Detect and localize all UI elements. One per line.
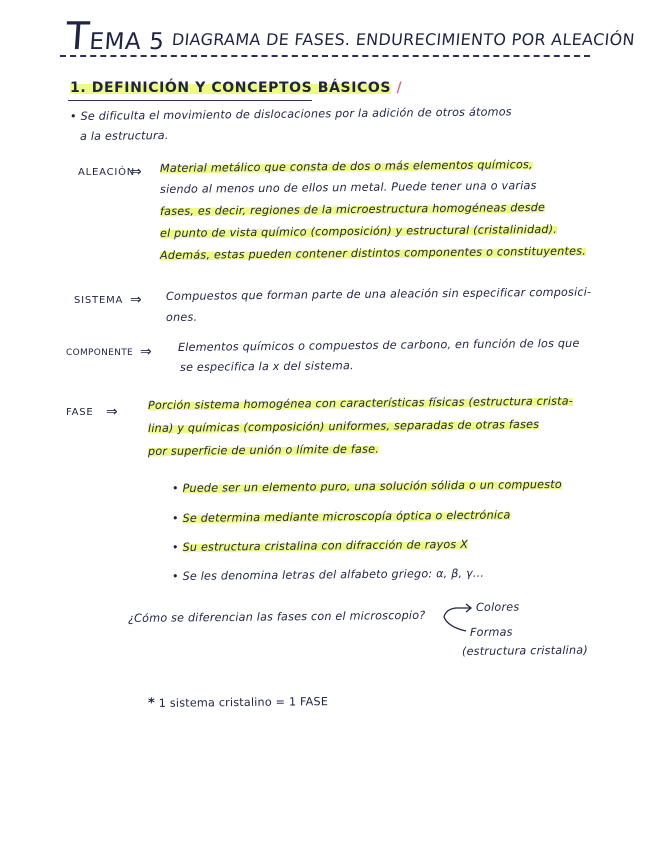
section-slash: / xyxy=(396,80,403,96)
question-text: ¿Cómo se diferencian las fases con el microscopio? xyxy=(127,608,426,625)
title-subtitle: DIAGRAMA DE FASES. ENDURECIMIENTO POR ALEACIÓN xyxy=(171,30,636,49)
aleacion-line-3: fases, es decir, regiones de la microestructura homogéneas desde xyxy=(159,200,546,218)
bullet-marker: • xyxy=(171,481,179,495)
star-icon: * xyxy=(147,695,156,711)
section-underline xyxy=(68,100,312,101)
footnote xyxy=(148,694,328,711)
term-fase: FASE xyxy=(66,407,94,418)
answer-formas: Formas xyxy=(469,625,513,639)
fase-bullet-1: • Puede ser un elemento puro, una solución sólida o un compuesto xyxy=(171,477,562,495)
bullet-marker: • xyxy=(171,540,179,554)
arrow-componente: ⇒ xyxy=(140,344,152,360)
title-initial: T xyxy=(64,14,92,58)
fase-line-2: lina) y químicas (composición) uniformes, separadas de otras fases xyxy=(147,417,540,435)
componente-line-2: se especifica la x del sistema. xyxy=(179,359,354,374)
arrow-aleacion: ⇒ xyxy=(130,164,142,180)
fase-bullet-2: • Se determina mediante microscopía óptica o electrónica xyxy=(171,508,511,525)
fase-line-3: por superficie de unión o límite de fase. xyxy=(147,442,379,458)
intro-text-1: Se dificulta el movimiento de dislocaciones por la adición de otros átomos xyxy=(80,105,512,123)
componente-line-1: Elementos químicos o compuestos de carbono, en función de los que xyxy=(177,336,580,354)
term-aleacion: ALEACIÓN xyxy=(78,167,136,178)
bullet-marker: • xyxy=(171,569,179,583)
title-underline xyxy=(60,55,590,57)
fase-bullet-4: • Se les denomina letras del alfabeto griego: α, β, γ... xyxy=(171,566,485,583)
aleacion-line-5: Además, estas pueden contener distintos componentes o constituyentes. xyxy=(159,244,587,262)
sistema-line-2: ones. xyxy=(165,310,198,324)
answer-colores: Colores xyxy=(475,600,520,614)
arrow-fase: ⇒ xyxy=(106,404,118,420)
section-heading-text: 1. DEFINICIÓN Y CONCEPTOS BÁSICOS xyxy=(70,80,392,96)
footnote-text: 1 sistema cristalino = 1 FASE xyxy=(158,695,329,710)
sistema-line-1: Compuestos que forman parte de una aleación sin especificar composici- xyxy=(165,285,592,303)
intro-bullet: • xyxy=(69,109,77,123)
bullet-marker: • xyxy=(171,511,179,525)
fase-bullet-3: • Su estructura cristalina con difracción de rayos X xyxy=(171,537,469,554)
aleacion-line-2: siendo al menos uno de ellos un metal. Puede tener una o varias xyxy=(159,179,537,196)
aleacion-line-4: el punto de vista químico (composición) y estructural (cristalinidad). xyxy=(159,222,558,240)
arrow-sistema: ⇒ xyxy=(130,292,142,308)
term-sistema: SISTEMA xyxy=(74,295,124,306)
aleacion-line-1: Material metálico que consta de dos o más elementos químicos, xyxy=(159,158,533,175)
page-title xyxy=(64,14,166,58)
fase-line-1: Porción sistema homogénea con características físicas (estructura crista- xyxy=(147,394,574,412)
answer-estructura: (estructura cristalina) xyxy=(461,643,588,658)
intro-line-2: a la estructura. xyxy=(79,129,169,143)
intro-line-1 xyxy=(70,105,512,123)
section-heading xyxy=(70,80,402,96)
title-number: EMA 5 xyxy=(88,29,166,55)
term-componente: COMPONENTE xyxy=(66,348,133,358)
